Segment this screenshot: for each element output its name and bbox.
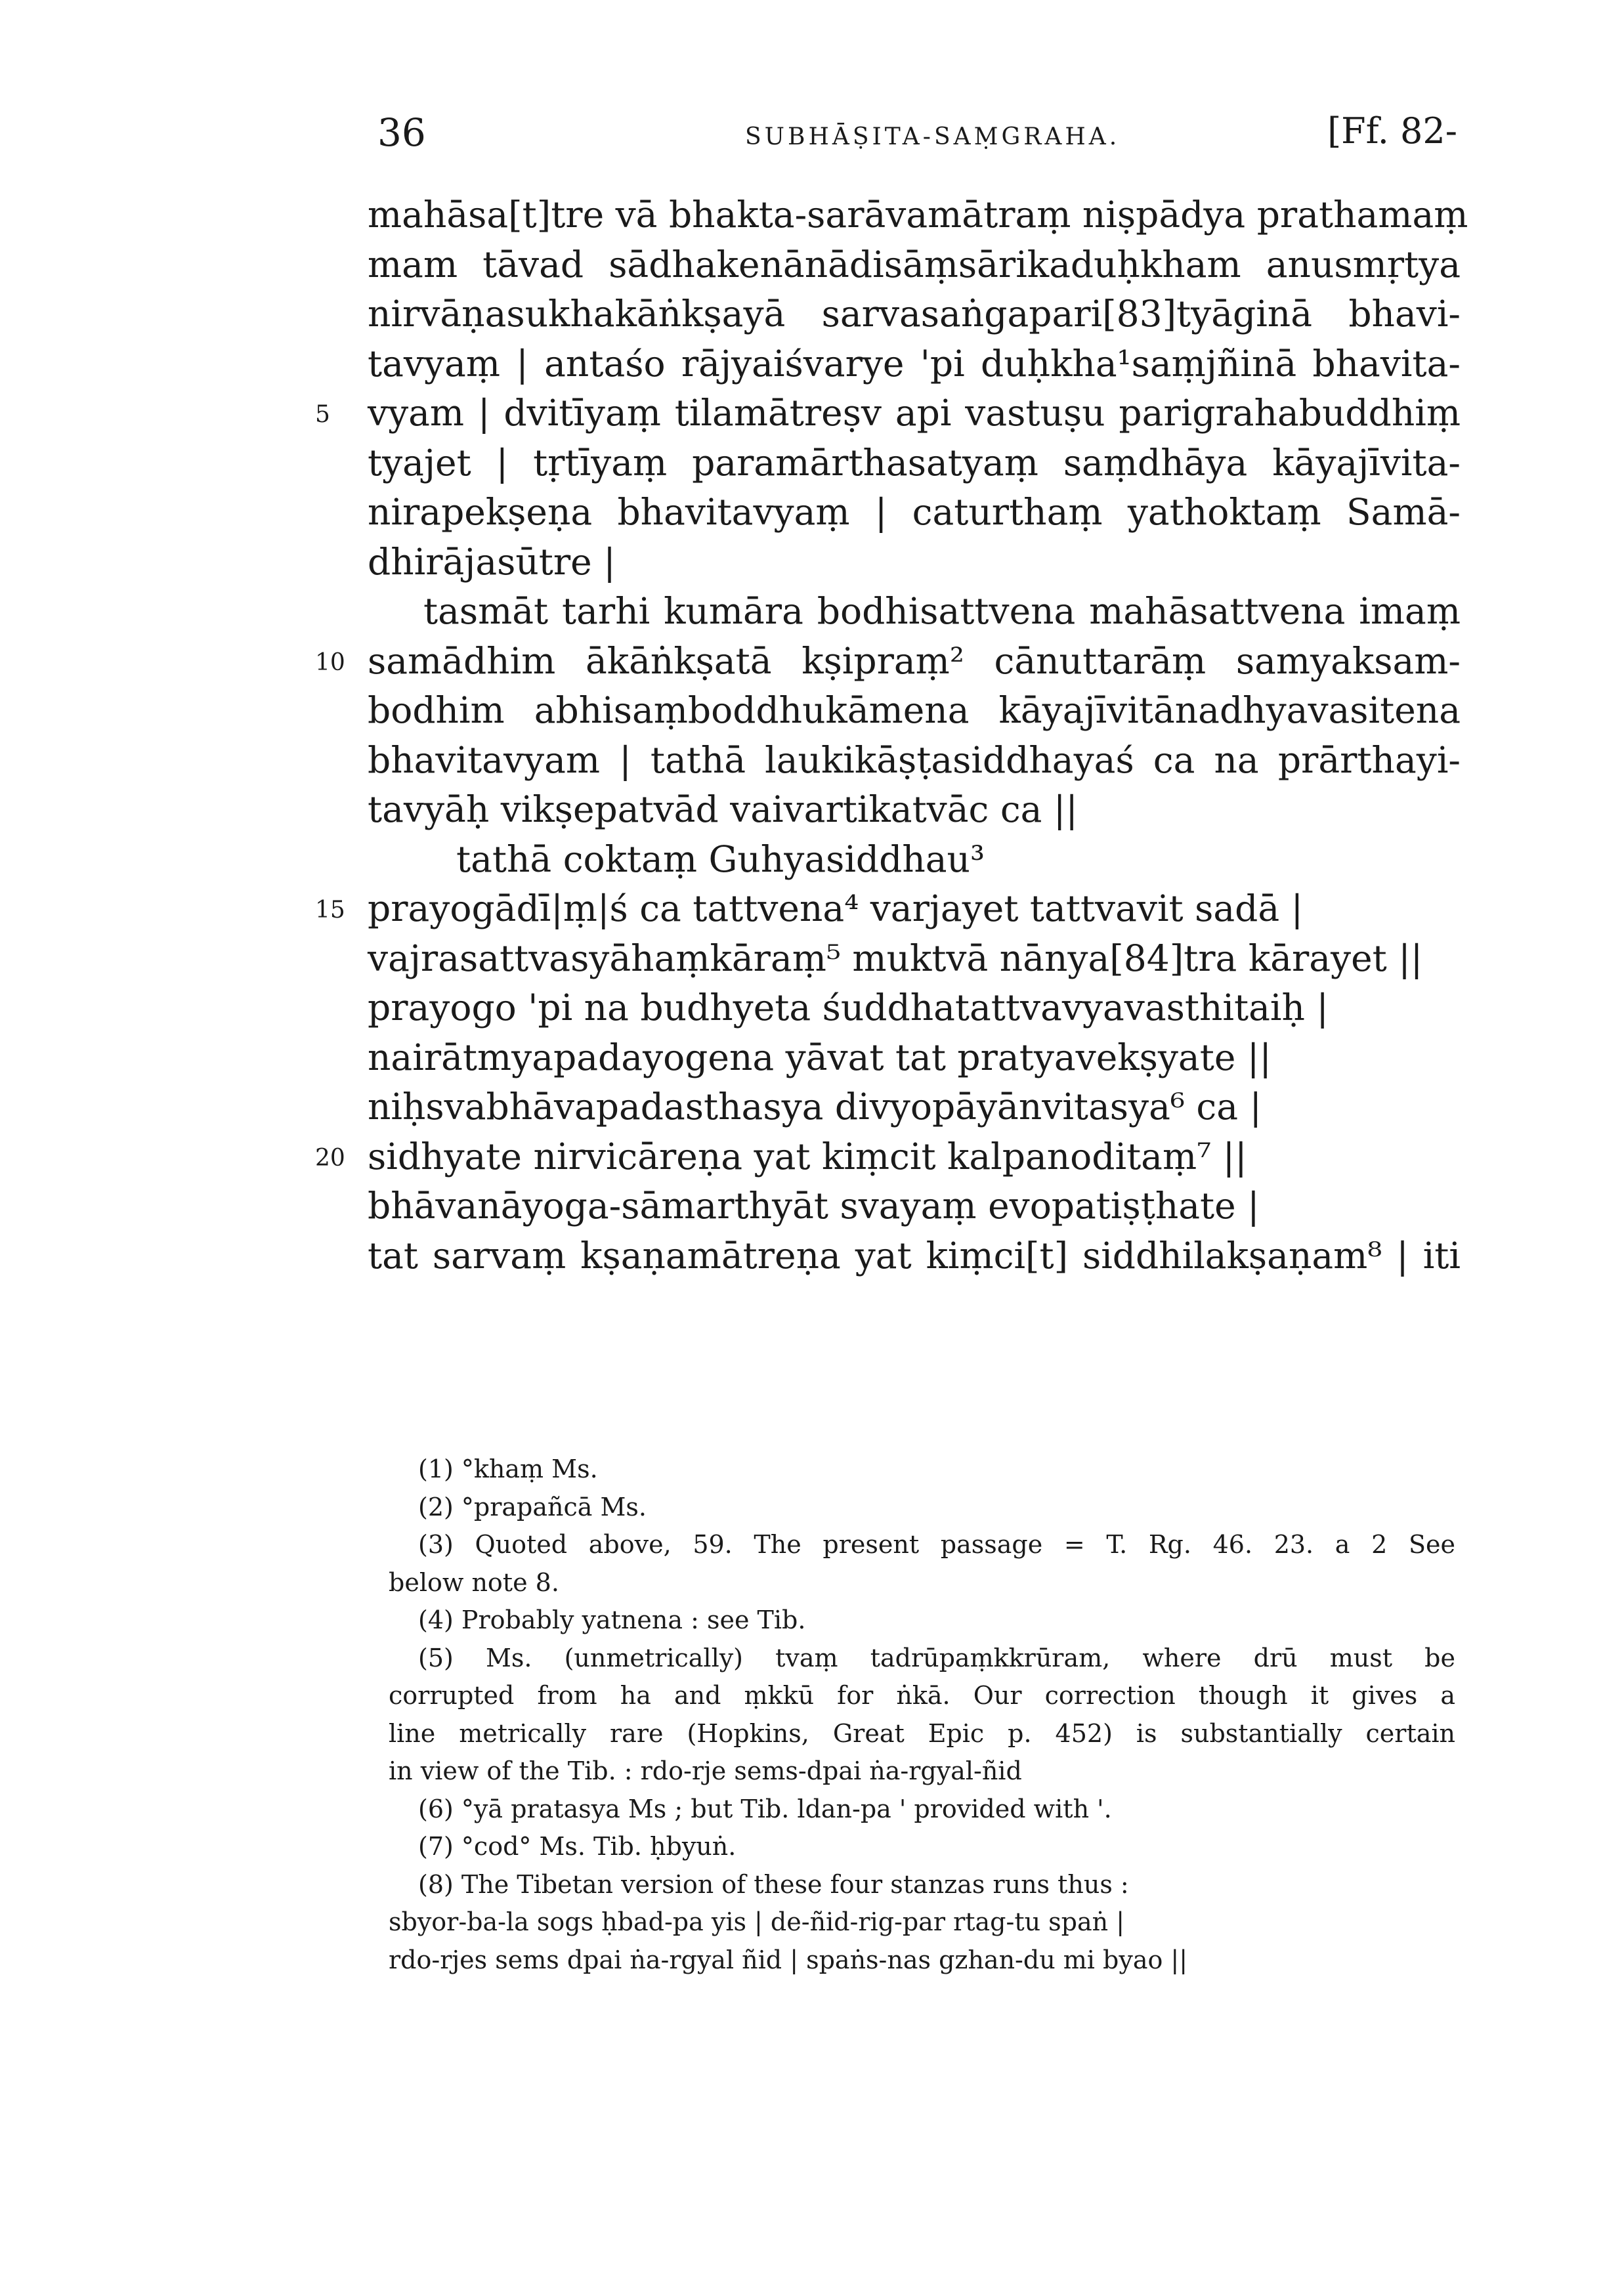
verse-line: tat sarvaṃ kṣaṇamātreṇa yat kiṃci[t] siddhilakṣaṇam⁸ | iti <box>368 1234 1461 1277</box>
text-line: tavyaṃ | antaśo rājyaiśvarye 'pi duḥkha¹saṃjñinā bhavita- <box>368 342 1461 385</box>
line-number: 10 <box>315 648 345 676</box>
footnote-line: (8) The Tibetan version of these four stanzas runs thus : <box>418 1869 1129 1899</box>
line-number: 15 <box>315 897 345 924</box>
folio-reference: [Ff. 82- <box>1327 110 1457 152</box>
line-number: 20 <box>315 1144 345 1172</box>
footnote-line: line metrically rare (Hopkins, Great Epic p. 452) is substantially certain <box>389 1718 1455 1748</box>
verse-line: niḥsvabhāvapadasthasya divyopāyānvitasya⁶ ca | <box>368 1086 1262 1128</box>
footnote-line: (7) °cod° Ms. Tib. ḥbyuṅ. <box>418 1832 737 1861</box>
verse-line: 15 prayogādī|ṃ|ś ca tattvena⁴ varjayet tattvavit sadā | <box>368 884 1461 934</box>
verse-line: 20 sidhyate nirvicāreṇa yat kiṃcit kalpanoditaṃ⁷ || <box>368 1132 1461 1182</box>
page-number: 36 <box>377 110 426 155</box>
footnote-line: in view of the Tib. : rdo-rje sems-dpai ṅa-rgyal-ñid <box>389 1756 1022 1785</box>
verse-line: bhāvanāyoga-sāmarthyāt svayaṃ evopatiṣṭhate | <box>368 1185 1260 1227</box>
verse-line: vajrasattvasyāhaṃkāraṃ⁵ muktvā nānya[84]tra kārayet || <box>368 937 1423 979</box>
footnote-line: (5) Ms. (unmetrically) tvaṃ tadrūpaṃkkrūram, where drū must be <box>418 1643 1455 1672</box>
text-line: tavyāḥ vikṣepatvād vaivartikatvāc ca || <box>368 788 1078 830</box>
footnote-line: (3) Quoted above, 59. The present passage = T. Rg. 46. 23. a 2 See <box>418 1530 1455 1559</box>
text-line: 10 samādhim ākāṅkṣatā kṣipraṃ² cānuttarāṃ samyaksam- <box>368 637 1461 687</box>
footnotes <box>389 1451 1455 1979</box>
footnote-line: corrupted from ha and ṃkkū for ṅkā. Our correction though it gives a <box>389 1681 1455 1710</box>
footnote-line: below note 8. <box>389 1567 559 1597</box>
footnote-line: (4) Probably yatnena : see Tib. <box>418 1605 806 1634</box>
text-line: nirapekṣeṇa bhavitavyaṃ | caturthaṃ yathoktaṃ Samā- <box>368 491 1461 533</box>
footnote-line: (2) °prapañcā Ms. <box>418 1492 647 1521</box>
footnote-line: sbyor-ba-la sogs ḥbad-pa yis | de-ñid-rig-par rtag-tu spaṅ | <box>389 1907 1124 1936</box>
text-line: dhirājasūtre | <box>368 540 616 583</box>
text-line: tyajet | tṛtīyaṃ paramārthasatyaṃ saṃdhāya kāyajīvita- <box>368 441 1461 484</box>
footnote-line: (1) °khaṃ Ms. <box>418 1455 598 1483</box>
text-line: 5 vyam | dvitīyaṃ tilamātreṣv api vastuṣu parigrahabuddhiṃ <box>368 389 1461 438</box>
verse-line: nairātmyapadayogena yāvat tat pratyavekṣyate || <box>368 1036 1271 1078</box>
footnote-line: rdo-rjes sems dpai ṅa-rgyal ñid | spaṅs-nas gzhan-du mi byao || <box>389 1945 1188 1974</box>
footnote-line: (6) °yā pratasya Ms ; but Tib. ldan-pa ' provided with '. <box>418 1794 1112 1823</box>
line-number: 5 <box>315 401 330 428</box>
text-line: nirvāṇasukhakāṅkṣayā sarvasaṅgapari[83]tyāginā bhavi- <box>368 293 1461 335</box>
text-line: tasmāt tarhi kumāra bodhisattvena mahāsattvena imaṃ <box>423 590 1461 632</box>
running-title: SUBHĀṢITA-SAṂGRAHA. <box>745 123 1121 150</box>
text-line: mahāsa[t]tre vā bhakta-sarāvamātraṃ niṣpādya prathamaṃ <box>368 194 1468 236</box>
page-header <box>377 110 1457 163</box>
text-line: mam tāvad sādhakenānādisāṃsārikaduḥkham anusmṛtya <box>368 243 1461 286</box>
main-text <box>315 190 1468 1281</box>
text-line: tathā coktaṃ Guhyasiddhau³ <box>456 838 985 880</box>
text-line: bodhim abhisaṃboddhukāmena kāyajīvitānadhyavasitena <box>368 689 1461 731</box>
text-line: bhavitavyam | tathā laukikāṣṭasiddhayaś ca na prārthayi- <box>368 738 1461 781</box>
verse-line: prayogo 'pi na budhyeta śuddhatattvavyavasthitaiḥ | <box>368 987 1329 1029</box>
